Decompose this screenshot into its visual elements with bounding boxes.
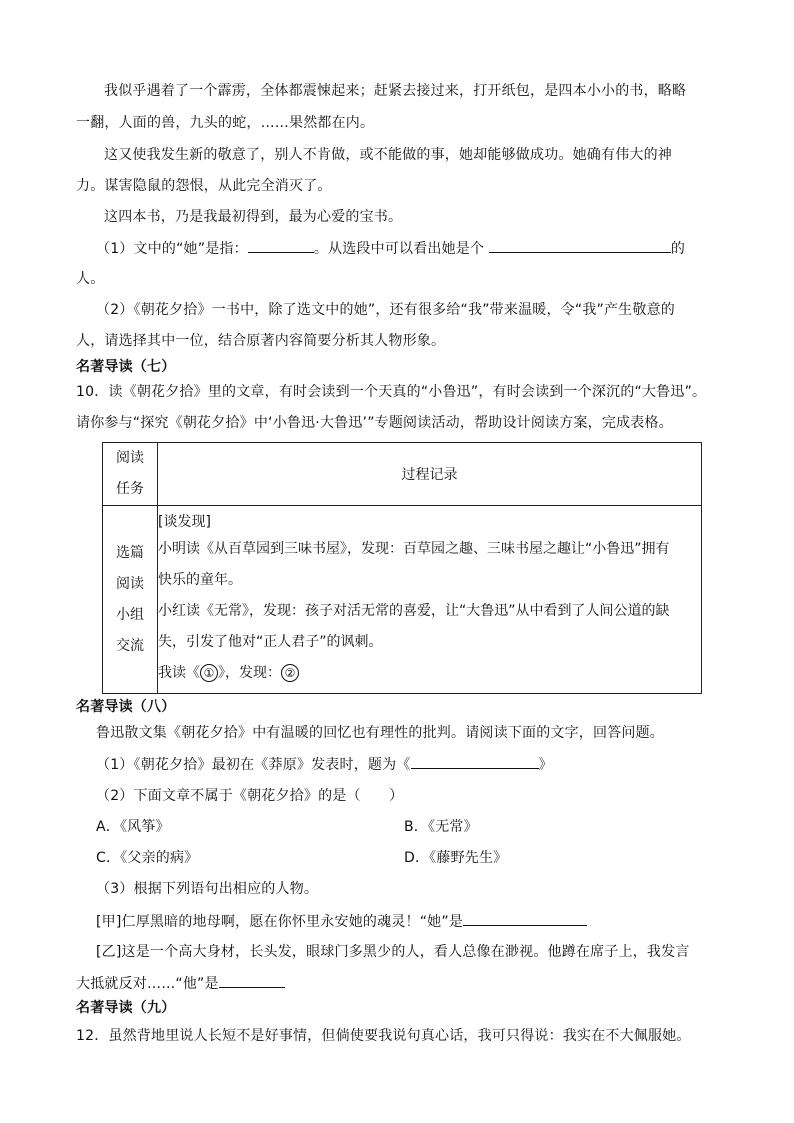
table-row bbox=[103, 506, 702, 694]
task-text: 交流 bbox=[116, 637, 144, 654]
passage-line: 这又使我发生新的敬意了，别人不肯做，或不能做的事，她却能够做成功。她确有伟大的神 bbox=[104, 147, 672, 163]
question-text: 。从选段中可以看出她是个 bbox=[313, 241, 485, 257]
section-heading: 名著导读（八） bbox=[76, 699, 176, 715]
question-text: （1）《朝花夕拾》最初在《莽原》发表时，题为《 bbox=[96, 757, 411, 773]
header-text: 过程记录 bbox=[401, 467, 458, 483]
task-cell bbox=[103, 506, 158, 694]
question-text: [甲]仁厚黑暗的地母啊，愿在你怀里永安她的魂灵！“她”是 bbox=[96, 914, 464, 930]
passage-line: 力。谋害隐鼠的怨恨，从此完全消灭了。 bbox=[76, 178, 332, 194]
reading-plan-table bbox=[102, 442, 702, 694]
question-2: （2）《朝花夕拾》一书中，除了选文中的她”，还有很多给“我”带来温暖，令“我”产生敬意的 bbox=[96, 302, 675, 318]
question-text: 的 bbox=[670, 241, 686, 257]
answer-slot-1[interactable]: ① bbox=[200, 664, 218, 682]
question-text: 》 bbox=[538, 757, 553, 773]
option-d[interactable]: D．《藤野先生》 bbox=[404, 850, 508, 866]
record-tag: [谈发现] bbox=[158, 514, 211, 530]
option-c[interactable]: C．《父亲的病》 bbox=[96, 850, 199, 866]
question-2-cont: 人，请选择其中一位，结合原著内容简要分析其人物形象。 bbox=[76, 333, 446, 349]
answer-blank[interactable] bbox=[463, 911, 587, 926]
header-text: 阅读 bbox=[116, 450, 144, 466]
passage-line: 这四本书，乃是我最初得到，最为心爱的宝书。 bbox=[104, 209, 403, 225]
record-line: 快乐的童年。 bbox=[158, 572, 242, 588]
record-line-answer bbox=[158, 658, 701, 689]
passage-line: 我似乎遇着了一个霹雳，全体都震悚起来；赶紧去接过来，打开纸包，是四本小小的书，略略 bbox=[104, 83, 687, 99]
question-8-3: （3）根据下列语句出相应的人物。 bbox=[96, 881, 319, 897]
record-line: 小红读《无常》，发现：孩子对活无常的喜爱，让“大鲁迅”从中看到了人间公道的缺 bbox=[158, 603, 670, 619]
question-1 bbox=[96, 238, 685, 259]
record-text: 》，发现： bbox=[218, 665, 281, 681]
question-8-2: （2）下面文章不属于《朝花夕拾》的是（ ） bbox=[96, 788, 404, 804]
answer-blank[interactable] bbox=[489, 238, 671, 253]
answer-blank[interactable] bbox=[248, 238, 314, 253]
question-8-3-yi-cont bbox=[76, 973, 285, 994]
table-header-cell bbox=[158, 443, 702, 506]
table-header-row bbox=[103, 443, 702, 506]
section-intro: 鲁迅散文集《朝花夕拾》中有温暖的回忆也有理性的批判。请阅读下面的文字，回答问题。 bbox=[96, 725, 664, 741]
section-heading: 名著导读（七） bbox=[76, 359, 176, 375]
task-text: 小组 bbox=[116, 606, 144, 623]
passage-line: 一翻，人面的兽，九头的蛇，……果然都在内。 bbox=[76, 115, 375, 131]
question-8-3-yi: [乙]这是一个高大身材，长头发，眼球门多黑少的人，看人总像在渺视。他蹲在席子上，我发言 bbox=[96, 944, 690, 960]
option-a[interactable]: A．《风筝》 bbox=[96, 819, 170, 835]
answer-blank[interactable] bbox=[219, 973, 285, 988]
question-1-cont: 人。 bbox=[76, 271, 105, 287]
question-10: 10．读《朝花夕拾》里的文章，有时会读到一个天真的“小鲁迅”，有时会读到一个深沉的“大鲁迅”。 bbox=[76, 384, 707, 400]
question-10-cont: 请你参与“探究《朝花夕拾》中‘小鲁迅·大鲁迅’”专题阅读活动，帮助设计阅读方案，完成表格。 bbox=[76, 415, 673, 431]
task-text: 阅读 bbox=[116, 575, 144, 592]
answer-blank[interactable] bbox=[411, 754, 539, 769]
header-text: 任务 bbox=[116, 481, 144, 497]
answer-slot-2[interactable]: ② bbox=[281, 664, 299, 682]
task-text: 选篇 bbox=[116, 544, 144, 561]
option-b[interactable]: B．《无常》 bbox=[404, 819, 478, 835]
question-text: 大抵就反对……“他”是 bbox=[76, 976, 219, 992]
table-header-cell bbox=[103, 443, 158, 506]
record-text: 我读《 bbox=[158, 665, 200, 681]
question-8-1 bbox=[96, 754, 553, 775]
question-text: （1）文中的“她”是指： bbox=[96, 241, 248, 257]
section-heading: 名著导读（九） bbox=[76, 1000, 176, 1016]
record-cell bbox=[158, 506, 702, 694]
question-12: 12．虽然背地里说人长短不是好事情，但倘使要我说句真心话，我可只得说：我实在不大佩服她。 bbox=[76, 1028, 691, 1044]
record-line: 失，引发了他对“正人君子”的讽刺。 bbox=[158, 634, 383, 650]
record-line: 小明读《从百草园到三味书屋》，发现：百草园之趣、三味书屋之趣让“小鲁迅”拥有 bbox=[158, 541, 670, 557]
question-8-3-jia bbox=[96, 911, 587, 932]
